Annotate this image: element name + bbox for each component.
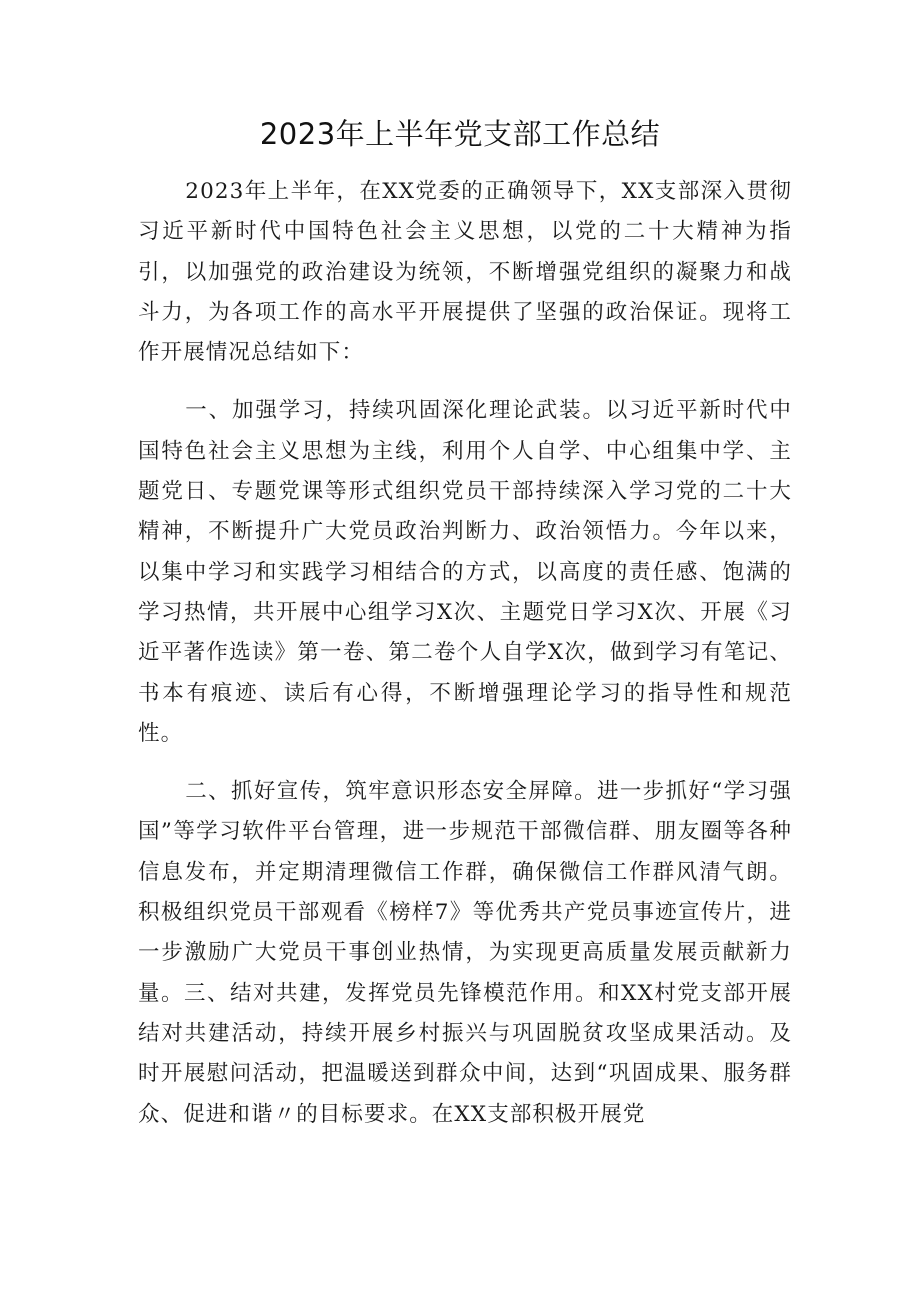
document-body xyxy=(138,172,792,1135)
paragraph-section-2: 二、抓好宣传，筑牢意识形态安全屏障。进一步抓好“学习强国”等学习软件平台管理，进一步规范干部微信群、朋友圈等各种信息发布，并定期清理微信工作群，确保微信工作群风清气朗。积极组织党员干部观看《榜样7》等优秀共产党员事迹宣传片，进一步激励广大党员干事创业热情，为实现更高质量发展贡献新力量。三、结对共建，发挥党员先锋模范作用。和XX村党支部开展结对共建活动，持续开展乡村振兴与巩固脱贫攻坚成果活动。及时开展慰问活动，把温暖送到群众中间，达到“巩固成果、服务群众、促进和谐〃的目标要求。在XX支部积极开展党 xyxy=(138,779,792,1127)
paragraph-intro: 2023年上半年，在XX党委的正确领导下，XX支部深入贯彻习近平新时代中国特色社会主义思想，以党的二十大精神为指引，以加强党的政治建设为统领，不断增强党组织的凝聚力和战斗力，为各项工作的高水平开展提供了坚强的政治保证。现将工作开展情况总结如下： xyxy=(138,179,792,366)
paragraph-section-1: 一、加强学习，持续巩固深化理论武装。以习近平新时代中国特色社会主义思想为主线，利用个人自学、中心组集中学、主题党日、专题党课等形式组织党员干部持续深入学习党的二十大精神，不断提升广大党员政治判断力、政治领悟力。今年以来，以集中学习和实践学习相结合的方式，以高度的责任感、饱满的学习热情，共开展中心组学习X次、主题党日学习X次、开展《习近平著作选读》第一卷、第二卷个人自学X次，做到学习有笔记、书本有痕迹、读后有心得，不断增强理论学习的指导性和规范性。 xyxy=(138,398,792,746)
document-title: 2023年上半年党支部工作总结 xyxy=(259,117,661,151)
